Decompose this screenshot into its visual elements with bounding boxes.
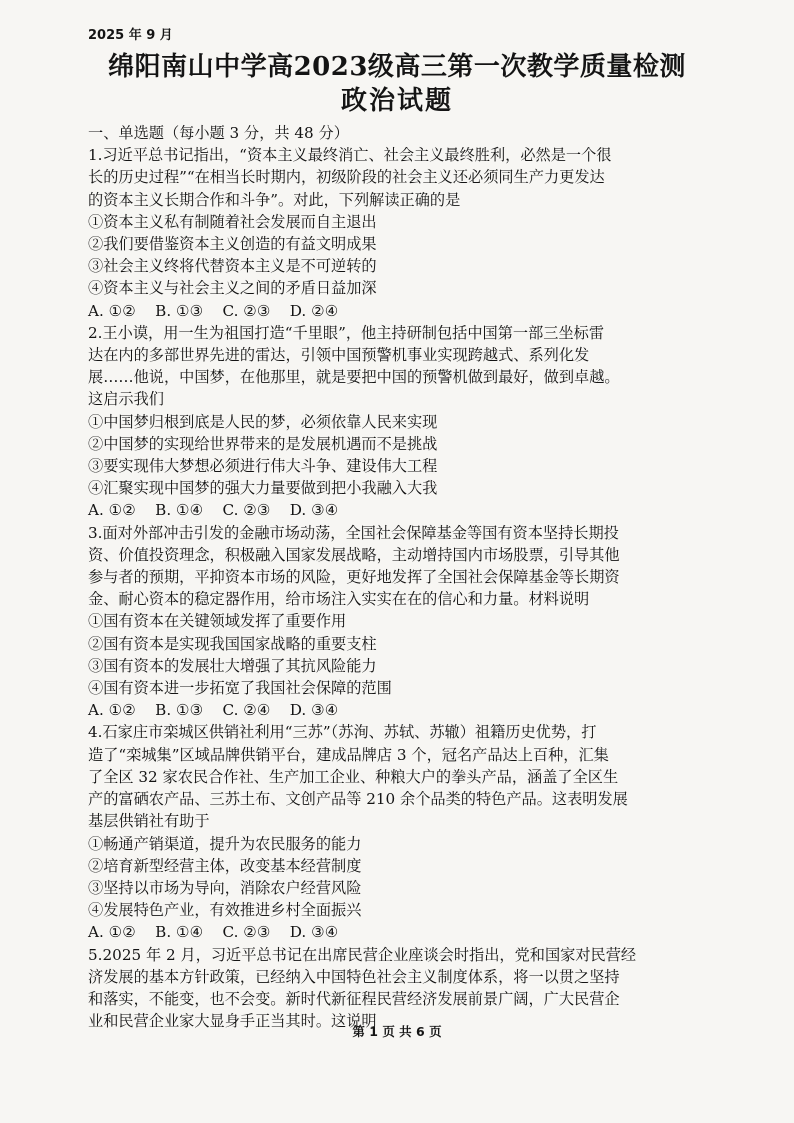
- question-choice: ④发展特色产业，有效推进乡村全面振兴: [88, 901, 362, 920]
- question-choice: ①中国梦归根到底是人民的梦，必须依靠人民来实现: [88, 412, 438, 431]
- question-choice: ②我们要借鉴资本主义创造的有益文明成果: [88, 235, 377, 254]
- question-stem-line: 3.面对外部冲击引发的金融市场动荡，全国社会保障基金等国有资本坚持长期投: [88, 523, 619, 542]
- question-stem-line: 业和民营企业家大显身手正当其时。这说明: [88, 1012, 377, 1031]
- question-choice: ④汇聚实现中国梦的强大力量要做到把小我融入大我: [88, 479, 438, 498]
- answer-options: A. ①② B. ①③ C. ②④ D. ③④: [88, 701, 339, 720]
- question-stem-line: 2.王小谟，用一生为祖国打造“千里眼”，他主持研制包括中国第一部三坐标雷: [88, 323, 605, 342]
- question-choice: ②国有资本是实现我国国家战略的重要支柱: [88, 634, 377, 653]
- question-choice: ③要实现伟大梦想必须进行伟大斗争、建设伟大工程: [88, 457, 438, 476]
- question-stem-line: 了全区 32 家农民合作社、生产加工企业、种粮大户的拳头产品，涵盖了全区生: [88, 767, 619, 786]
- question-4: [88, 721, 710, 943]
- question-choice: ①畅通产销渠道，提升为农民服务的能力: [88, 834, 362, 853]
- question-stem-line: 基层供销社有助于: [88, 812, 210, 831]
- question-stem-line: 参与者的预期，平抑资本市场的风险，更好地发挥了全国社会保障基金等长期资: [88, 568, 620, 587]
- answer-options: A. ①② B. ①③ C. ②③ D. ②④: [88, 301, 339, 320]
- question-1: [88, 144, 710, 322]
- question-choice: ②培育新型经营主体，改变基本经营制度: [88, 856, 362, 875]
- question-choice: ③国有资本的发展壮大增强了其抗风险能力: [88, 656, 377, 675]
- question-choice: ④国有资本进一步拓宽了我国社会保障的范围: [88, 679, 392, 698]
- question-choice: ③坚持以市场为导向，消除农户经营风险: [88, 878, 362, 897]
- question-choice: ①资本主义私有制随着社会发展而自主退出: [88, 212, 377, 231]
- question-choice: ④资本主义与社会主义之间的矛盾日益加深: [88, 279, 377, 298]
- question-choice: ③社会主义终将代替资本主义是不可逆转的: [88, 257, 377, 276]
- question-stem-line: 资、价值投资理念，积极融入国家发展战略，主动增持国内市场股票，引导其他: [88, 545, 620, 564]
- question-stem-line: 产的富硒农产品、三苏土布、文创产品等 210 余个品类的特色产品。这表明发展: [88, 790, 628, 809]
- answer-options: A. ①② B. ①④ C. ②③ D. ③④: [88, 923, 339, 942]
- exam-title: 绵阳南山中学高2023级高三第一次教学质量检测: [108, 52, 686, 82]
- answer-options: A. ①② B. ①④ C. ②③ D. ③④: [88, 501, 339, 520]
- question-stem-line: 展……他说，中国梦，在他那里，就是要把中国的预警机做到最好，做到卓越。: [88, 368, 620, 387]
- question-5: [88, 944, 710, 1033]
- question-stem-line: 5.2025 年 2 月，习近平总书记在出席民营企业座谈会时指出，党和国家对民营经: [88, 945, 637, 964]
- question-stem-line: 的资本主义长期合作和斗争”。对此，下列解读正确的是: [88, 190, 461, 209]
- question-stem-line: 济发展的基本方针政策，已经纳入中国特色社会主义制度体系，将一以贯之坚持: [88, 967, 620, 986]
- section-heading: 一、单选题（每小题 3 分，共 48 分）: [88, 124, 349, 142]
- question-stem-line: 和落实，不能变，也不会变。新时代新征程民营经济发展前景广阔，广大民营企: [88, 989, 620, 1008]
- question-choice: ②中国梦的实现给世界带来的是发展机遇而不是挑战: [88, 434, 438, 453]
- question-stem-line: 达在内的多部世界先进的雷达，引领中国预警机事业实现跨越式、系列化发: [88, 346, 590, 365]
- page-footer: 第 1 页 共 6 页: [352, 1024, 442, 1039]
- question-stem-line: 造了“栾城集”区域品牌供销平台，建成品牌店 3 个，冠名产品达上百种，汇集: [88, 745, 609, 764]
- question-stem-line: 1.习近平总书记指出，“资本主义最终消亡、社会主义最终胜利，必然是一个很: [88, 146, 612, 165]
- exam-subtitle: 政治试题: [340, 86, 453, 116]
- question-stem-line: 这启示我们: [88, 390, 164, 409]
- exam-date: 2025 年 9 月: [88, 28, 173, 43]
- question-stem-line: 长的历史过程”“在相当长时期内，初级阶段的社会主义还必须同生产力更发达: [88, 168, 605, 187]
- question-choice: ①国有资本在关键领域发挥了重要作用: [88, 612, 347, 631]
- question-stem-line: 4.石家庄市栾城区供销社利用“三苏”（苏洵、苏轼、苏辙）祖籍历史优势，打: [88, 723, 597, 742]
- question-stem-line: 金、耐心资本的稳定器作用，给市场注入实实在在的信心和力量。材料说明: [88, 590, 590, 609]
- question-3: [88, 522, 710, 722]
- exam-content: [88, 122, 710, 1032]
- question-2: [88, 322, 710, 522]
